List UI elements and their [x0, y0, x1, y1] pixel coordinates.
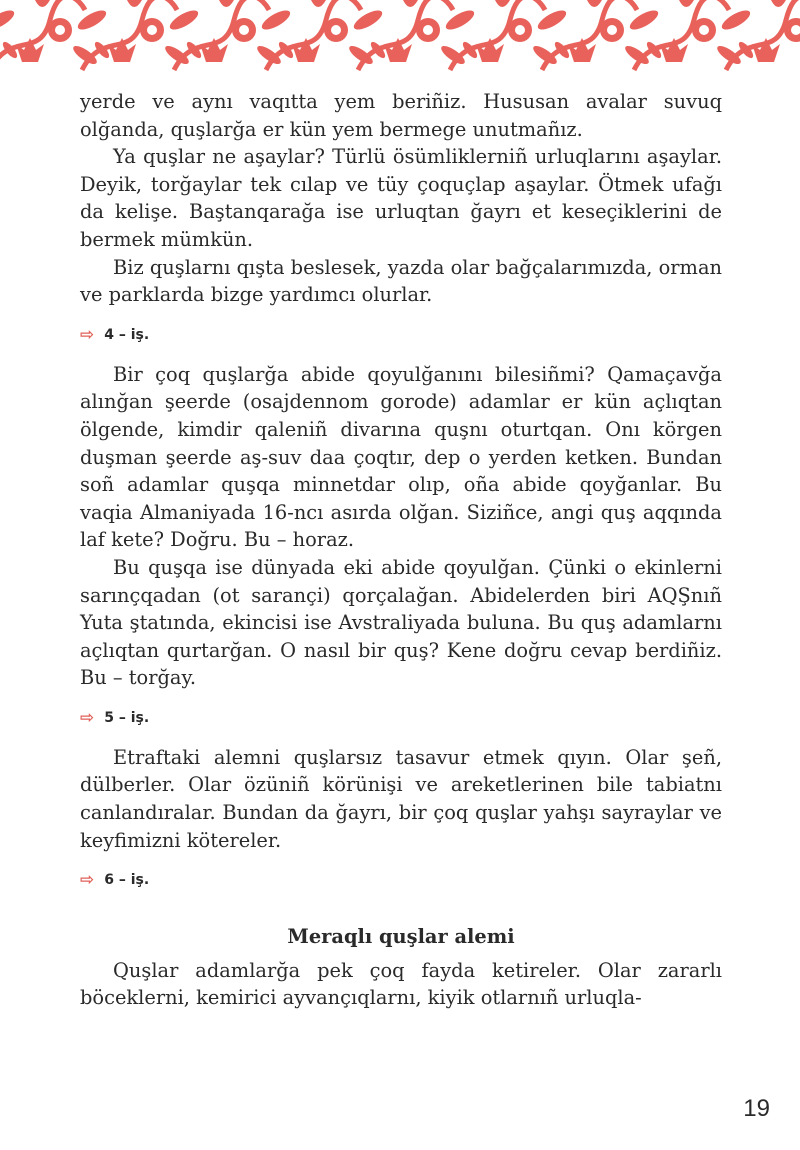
ornament-shape [147, 25, 157, 35]
task-5-marker [80, 709, 722, 727]
task-6-marker [80, 871, 722, 889]
ornament-shape [515, 25, 525, 35]
paragraph: Ya quşlar ne aşaylar? Türlü ösümliklerniñ urluqlarını aşaylar. Deyik, torğaylar tek cılap ve tüy çoquçlap aşaylar. Ötmek ufağı da kelişe. Baştanqarağa ise urluqtan ğayrı et keseçiklerini de bermek mümkün. [80, 145, 722, 251]
task-4-marker [80, 326, 722, 344]
arrow-right-icon: ⇨ [80, 870, 95, 891]
ornament-shape [607, 25, 617, 35]
ornament-shape [55, 25, 65, 35]
page-content [80, 88, 722, 1012]
paragraph: yerde ve aynı vaqıtta yem beriñiz. Hususan avalar suvuq olğanda, quşlarğa er kün yem bermege unutmañız. [80, 90, 722, 141]
ornament-shape [331, 25, 341, 35]
paragraph: Etraftaki alemni quşlarsız tasavur etmek qıyın. Olar şeñ, dülberler. Olar özüniñ körünişi ve areketlerinen bile tabiatnı canlandıralar. Bundan da ğayrı, bir çoq quşlar yahşı sayraylar ve keyfimizni kötereler. [80, 745, 722, 852]
task-label: 4 – iş. [104, 326, 150, 343]
ornament-shape [239, 25, 249, 35]
paragraph: Bu quşqa ise dünyada eki abide qoyulğan. Çünki o ekinlerni sarınçqadan (ot sarançi) qorçalağan. Abidelerden biri AQŞnıñ Yuta ştatında, ekincisi ise Avstraliyada buluna. Bu quş adamlarnı açlıqtan qurtarğan. O nasıl bir quş? Kene doğru cevap berdiñiz. Bu – torğay. [80, 555, 722, 690]
decorative-floral-border [0, 0, 800, 78]
paragraph: Bir çoq quşlarğa abide qoyulğanını bilesiñmi? Qamaçavğa alınğan şeerde (osajdennom gorode) adamlar er kün açlıqtan ölgende, kimdir qaleniñ divarına quşnı oturtqan. Onı körgen duşman şeerde aş-suv daa çoqtır, dep o yerden ketken. Bundan soñ adamlar quşqa minnetdar olıp, oña abide qoyğanlar. Bu vaqia Almaniyada 16-ncı asırda olğan. Siziñce, angi quş aqqında laf kete? Doğru. Bu – horaz. [80, 362, 722, 552]
ornament-shape [423, 25, 433, 35]
arrow-right-icon: ⇨ [80, 324, 95, 345]
ornament-shape [699, 25, 709, 35]
task-label: 6 – iş. [104, 872, 150, 889]
page-number: 19 [743, 1095, 770, 1122]
section-heading: Meraqlı quşlar alemi [287, 925, 515, 949]
paragraph: Biz quşlarnı qışta beslesek, yazda olar bağçalarımızda, orman ve parklarda bizge yardımcı olurlar. [80, 255, 722, 307]
paragraph: Quşlar adamlarğa pek çoq fayda ketireler. Olar zararlı böceklerni, kemirici ayvançıqlarnı, kiyik otlarnıñ urluqla- [80, 958, 722, 1010]
task-label: 5 – iş. [104, 709, 150, 726]
arrow-right-icon: ⇨ [80, 707, 95, 728]
